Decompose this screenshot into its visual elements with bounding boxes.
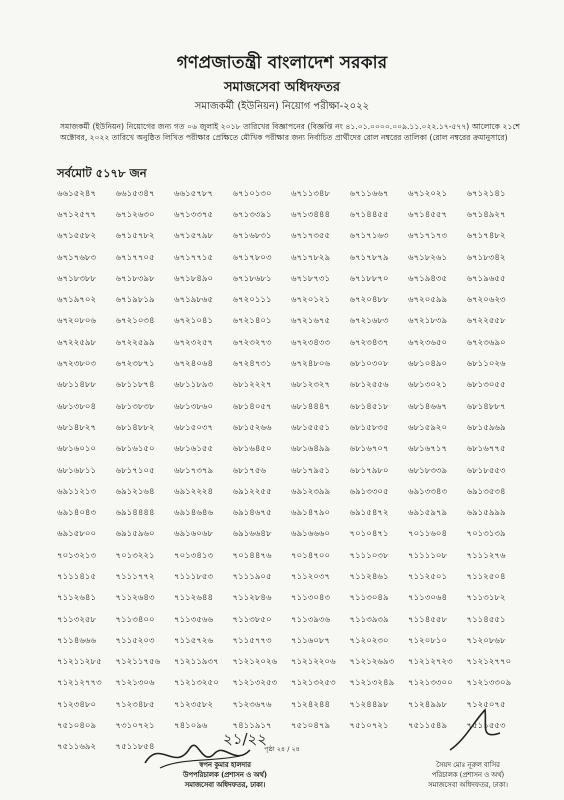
- roll-number: ৬৮১৫৮৩৫: [349, 422, 389, 433]
- roll-number: ৬৮১২৩২৭: [291, 380, 331, 391]
- roll-number: ৬৭১০১৩০: [232, 188, 272, 199]
- roll-number: ৬৭২২৫৯৯: [115, 337, 155, 348]
- roll-number: ৭১১১২৭৬: [466, 550, 506, 561]
- roll-number: ৭১১২৪৬১: [349, 571, 389, 582]
- right-signatory-name: সৈয়দ মোঃ নূরুল বাসির: [436, 761, 500, 769]
- roll-number: ৬৭১৩৪৪৪: [291, 209, 331, 220]
- roll-number: ৬৮১৭৫৬: [232, 465, 266, 476]
- roll-number: ৭১১৩৫৬৬: [174, 614, 214, 625]
- roll-number: ৭১১১০৩৮: [349, 550, 389, 561]
- roll-number: ৬৭২২৫৫৮: [466, 316, 506, 327]
- roll-number: ৭১১৫৭২৬: [174, 635, 214, 646]
- roll-number: ৬৭২৩২৫৭: [174, 337, 214, 348]
- roll-number: ৬৮১৬১৫০: [115, 444, 155, 455]
- roll-number: ৭১১২৫০৪: [466, 571, 506, 582]
- roll-number: ৭১২১৩০৬: [115, 678, 155, 689]
- page-number: পৃষ্ঠা ২৪ / ২৪: [264, 745, 300, 753]
- roll-number: ৬৮১০৪৯০: [408, 359, 448, 370]
- roll-number: ৭৫১০৪৭৯: [291, 721, 331, 732]
- roll-number: ৭০১০৪৭১: [349, 529, 389, 540]
- roll-number: ৭৪১০৯৬: [174, 721, 208, 732]
- roll-number: ৭১১১১০৮: [408, 550, 448, 561]
- roll-number: ৬৯১৬৬৬০: [291, 529, 331, 540]
- roll-number: ৬৭১৭৬৮৩: [57, 252, 97, 263]
- roll-number: ৭১২৪৯৯৮: [408, 699, 448, 710]
- roll-number: ৬৮১৭৩৭৯: [174, 465, 214, 476]
- roll-number: ৭১২১৩২৫০: [174, 678, 219, 689]
- roll-number: ৬৭১৭৪৮২: [466, 231, 506, 242]
- roll-number: ৬৮১৬০১০: [57, 444, 97, 455]
- roll-number: ৬৭১৭৮০৩: [232, 252, 272, 263]
- roll-number: ৭১১২৫০১: [408, 571, 448, 582]
- roll-number: ৬৮১৬৭৭৫: [466, 444, 506, 455]
- roll-number: ৬৮১৫৯৬৯: [466, 422, 506, 433]
- roll-number: ৬৮১২৫৫৬: [349, 380, 389, 391]
- roll-number: ৬৭১৩৩৭৫: [174, 209, 214, 220]
- roll-number: ৬৭২০৮০৬: [57, 316, 97, 327]
- roll-number: ৬৭২২৫৯৮: [57, 337, 97, 348]
- roll-number: ৬৮১৭৯৮০: [349, 465, 389, 476]
- roll-number: ৬৯১২১৬৪: [115, 486, 155, 497]
- roll-number: ৬৯১৫৪৭২: [349, 508, 389, 519]
- roll-number: ৬৭২৩৬৫০: [408, 337, 448, 348]
- roll-number: ৭১২০৮১০: [408, 635, 448, 646]
- roll-number: ৭১২৩৪৮৫: [115, 699, 155, 710]
- roll-number: ৬৭২৩২৭৩: [232, 337, 272, 348]
- roll-number: ৬৭১২৬৩০: [115, 209, 155, 220]
- roll-number: ৭১২১২৬৯৩: [349, 657, 395, 668]
- roll-number: ৭১২৫০৭৫: [466, 699, 506, 710]
- roll-number: ৬৭১১৩৪৮: [291, 188, 331, 199]
- left-handwritten-date: ২১/২২: [223, 730, 268, 748]
- roll-number: ৬৯১২২৫৫: [232, 486, 272, 497]
- roll-number: ৬৯১২৩৯৯: [291, 486, 331, 497]
- roll-number: ৬৭১১৬৬৭: [349, 188, 389, 199]
- roll-number: ৭১১১৪১৫: [57, 571, 97, 582]
- roll-number: ৬৭১৪৯২৭: [466, 209, 506, 220]
- roll-number: ৭৫১১৬৯২: [57, 742, 97, 753]
- roll-number: ৭১২৩৪৮০: [57, 699, 97, 710]
- roll-number: ৬৯১৬৬৪৮: [232, 529, 272, 540]
- roll-number: ৬৬১৫৩৪৭: [115, 188, 155, 199]
- roll-number: ৬৮১২২২৭: [232, 380, 272, 391]
- roll-number: ৭০১৩৪১৩: [174, 550, 214, 561]
- roll-number: ৬৮১৫২৬৬: [232, 422, 272, 433]
- roll-number: ৬৮১৪৮৮৭: [466, 401, 506, 412]
- roll-number: ৬৭২০৪৮৮: [349, 295, 389, 306]
- right-signatory: [388, 760, 548, 790]
- roll-number: ৬৮১০৩০৮: [349, 359, 389, 370]
- roll-number: ৭১১২৮৪৬: [232, 593, 272, 604]
- roll-number: ৬৭২১৬৭৫: [291, 316, 331, 327]
- roll-number: ৭৪১১৯১৭: [232, 721, 272, 732]
- roll-number: ৭১২৪২৪৪: [291, 699, 331, 710]
- roll-number: ৬৮১৬৪৫০: [232, 444, 272, 455]
- roll-number: ৭১১২০৩৭: [291, 571, 331, 582]
- roll-number: ৭৫১১৮৫৪: [115, 742, 155, 753]
- roll-number: ৭১২৩৬৭৬: [232, 699, 272, 710]
- roll-number: ৬৮১৬৭০৭: [349, 444, 389, 455]
- roll-number: ৬৯১৩৫৩৪: [466, 486, 506, 497]
- roll-number: ৬৭১৪৫৫৭: [408, 209, 448, 220]
- roll-number: ৬৮১৩৮৬০: [174, 401, 214, 412]
- exam-title: সমাজকর্মী (ইউনিয়ন) নিয়োগ পরীক্ষা-২০২২: [194, 101, 370, 112]
- roll-number: ৬৭১৫৭৮২: [115, 231, 155, 242]
- roll-number: ৬৮১৩০২১: [408, 380, 448, 391]
- roll-number: ৭১২১২৭৭৩: [57, 678, 102, 689]
- roll-number: ৬৯১৩৩০৫: [349, 486, 389, 497]
- roll-number: ৭১১৪৬৬৬: [57, 635, 97, 646]
- roll-number: ৬৭১৯৭০২: [57, 295, 97, 306]
- roll-number: ৭১১৩১৮২: [466, 593, 506, 604]
- roll-number: ৭১১৩০৪৩: [291, 593, 331, 604]
- roll-number: ৬৭১৯৬৫৫: [466, 273, 506, 284]
- roll-number: ৬৯১৪০৪৩: [57, 508, 97, 519]
- roll-number: ৬৮১৮৩৩৯: [408, 465, 448, 476]
- left-signatory-name: স্বপন কুমার হালদার: [199, 761, 251, 769]
- roll-number: ৬৮১৬৮১১: [57, 465, 97, 476]
- roll-number: ৭৫১১৫৫৩: [466, 721, 506, 732]
- roll-number: ৬৭২৩৮০৩: [57, 359, 97, 370]
- roll-number: ৬৮১৩৮০৪: [57, 401, 97, 412]
- roll-number: ৭১২৩৫৮২: [174, 699, 214, 710]
- roll-number: ৭১২১৩৩০০: [408, 678, 453, 689]
- roll-number: ৬৭২১৪০১: [232, 316, 272, 327]
- roll-number: ৭১১৪৫৫১: [466, 614, 506, 625]
- roll-number: ৬৭১৮৩৮৮: [57, 273, 97, 284]
- roll-number: ৭১২১৩২৪৯: [349, 678, 395, 689]
- roll-number: ৭১১৫২০৩: [115, 635, 155, 646]
- roll-number: ৭০১৪৪৭৬: [232, 550, 272, 561]
- roll-number: ৬৮১১৮৭৪: [115, 380, 155, 391]
- roll-number: ৬৭১২৫৭৭: [57, 209, 97, 220]
- roll-number: ৭০১৩২১৩: [57, 550, 97, 561]
- roll-number: ৭১২৪৪৯৮: [349, 699, 389, 710]
- roll-number: ৬৮১৬৭১৭: [408, 444, 448, 455]
- roll-number: ৬৭২৩৪৩৭: [349, 337, 389, 348]
- roll-number: ৭৫১০৪০৯: [57, 721, 97, 732]
- roll-number: ৬৮১৪৬৬৭: [408, 401, 448, 412]
- roll-number: ৭০১৩১৩৯: [466, 529, 506, 540]
- roll-number: ৭১১১৭৭২: [115, 571, 155, 582]
- roll-number: ৭৫১১৫৪৯: [408, 721, 448, 732]
- roll-number: ৬৭১৮৭৩১: [291, 273, 331, 284]
- roll-number: ৬৭১৭১৬৩: [349, 231, 389, 242]
- roll-number: ৬৯১১২১৩: [57, 486, 97, 497]
- roll-number: ৭১২১২৭৭০: [466, 657, 512, 668]
- roll-number: ৭১১৩৮৫০: [232, 614, 272, 625]
- roll-number: ৬৭২৪৮০৬: [291, 359, 331, 370]
- roll-number: ৭১১১৯০৫: [232, 571, 272, 582]
- roll-number: ৬৮১৭৯৫১: [291, 465, 331, 476]
- roll-number: ৬৭১৫৫৮২: [57, 231, 97, 242]
- roll-number: ৭০১১৬০৪: [408, 529, 448, 540]
- roll-number: ৭১১৩৯৩৬: [291, 614, 331, 625]
- roll-number: ৬৭১৫৭৯৮: [174, 231, 214, 242]
- roll-number: ৭৫১০৭২১: [349, 721, 389, 732]
- roll-number: ৬৭১৮৪৯০: [174, 273, 214, 284]
- roll-number: ৬৮১৩৮৩৮: [115, 401, 155, 412]
- roll-number: ৭০১৩২২১: [115, 550, 155, 561]
- roll-number: ৬৮১৫০৩৭: [174, 422, 214, 433]
- roll-number: ৭১১২৬৪১: [57, 593, 97, 604]
- roll-number: ৭০১৪৭০০: [291, 550, 331, 561]
- roll-number: ৭১১১৮৫৩: [174, 571, 214, 582]
- roll-number: ৬৯১৪৪৪৪: [115, 508, 155, 519]
- roll-number: ৭১১২৬৪৪: [174, 593, 214, 604]
- roll-number: ৬৭১৯৪৩৫: [408, 273, 448, 284]
- roll-number: ৬৮১৪৮২৭: [57, 422, 97, 433]
- roll-number: ৬৮১৪৪৪৭: [291, 401, 331, 412]
- roll-number: ৭১১৩৯৩৯: [349, 614, 389, 625]
- roll-number: ৬৭১৭৮২৯: [291, 252, 331, 263]
- roll-number: ৬৭১৮২৬১: [408, 252, 448, 263]
- roll-number: ৬৭১৭৭১৫: [174, 252, 214, 263]
- roll-number: ৬৭১৯৮১৯: [115, 295, 155, 306]
- roll-number: ৬৮১৬১৫৫: [174, 444, 214, 455]
- roll-number: ৬৭২১০৩৪: [115, 316, 155, 327]
- roll-number: ৬৯১৫৯৯৯: [466, 508, 506, 519]
- roll-number: ৬৭২৪০৬৪: [174, 359, 214, 370]
- roll-number: ৬৭২০৫৯৯: [408, 295, 448, 306]
- right-signature-mark: [440, 705, 510, 760]
- roll-number: ৭১১৩২৫৮: [57, 614, 97, 625]
- roll-number: ৬৭২১৬৮৩: [349, 316, 389, 327]
- roll-number: ৬৭১৭৩৫৫: [291, 231, 331, 242]
- roll-number: ৬৭২১৮৩৯: [408, 316, 448, 327]
- roll-number: ৭১২১৩৩০৯: [466, 678, 512, 689]
- roll-number: ৬৭১৮৩৯৮: [115, 273, 155, 284]
- roll-number: ৬৮১৬৪৯৯: [291, 444, 331, 455]
- roll-number: ৬৮১৫৫৫১: [291, 422, 331, 433]
- roll-number: ৬৭১৮৬৮১: [232, 273, 272, 284]
- roll-number: ৬৭১৯৮৬৫: [174, 295, 214, 306]
- department-title: সমাজসেবা অধিদফতর: [223, 80, 341, 95]
- roll-number: ৭১১৩০৬৪: [408, 593, 448, 604]
- right-signatory-office: সমাজসেবা অধিদফতর, ঢাকা।: [428, 781, 508, 789]
- roll-number: ৬৬১৫৭৮৭: [174, 188, 214, 199]
- roll-number: ৬৭১৭১৭৩: [408, 231, 448, 242]
- roll-number: ৬৮১৩০৫৫: [466, 380, 506, 391]
- roll-number: ৬৭২০১২১: [291, 295, 331, 306]
- roll-number: ৬৯১৫৯৬০: [115, 529, 155, 540]
- roll-number: ৭১২১২০২৬: [232, 657, 278, 668]
- roll-number: ৬৯১৬০৬৮: [174, 529, 214, 540]
- roll-number: ৭১২১৩২৫৩: [232, 678, 278, 689]
- roll-number: ৬৭১৮৮৭০: [349, 273, 389, 284]
- roll-number: ৬৭১৪৪৫৫: [349, 209, 389, 220]
- roll-number: ৬৭২৩৬৯০: [466, 337, 506, 348]
- roll-number: ৭১২১১৯৩৭: [174, 657, 219, 668]
- roll-number: ৭১১৪৫৫৮: [408, 614, 448, 625]
- roll-number: ৬৯১৩৩৪৩: [408, 486, 448, 497]
- total-count: সর্বমোট ৫১৭৮ জন: [57, 166, 147, 180]
- roll-number: ৬৮১৫৯২০: [408, 422, 448, 433]
- roll-number: ৬৯১৪৭৯০: [291, 508, 331, 519]
- roll-number: ৭৩১০৭২১: [115, 721, 155, 732]
- left-signatory-office: সমাজসেবা অধিদফতর, ঢাকা।: [184, 781, 266, 789]
- roll-number: ৭১২১৩২৫৩: [291, 678, 336, 689]
- roll-number: ৬৮১৮৫৫৩: [466, 465, 506, 476]
- roll-number: ৭১১৫৭৭৩: [232, 635, 272, 646]
- roll-number: ৬৮১৭১০৫: [115, 465, 155, 476]
- roll-number: ৬৬১৫২৪৭: [57, 188, 97, 199]
- roll-number: ৬৭১৭৮৭৯: [349, 252, 389, 263]
- roll-number: ৬৯১৪৬৭৫: [232, 508, 272, 519]
- roll-number: ৬৭১৬৮৩১: [232, 231, 272, 242]
- roll-number: ৬৮১১৮৯৩: [174, 380, 214, 391]
- roll-number: ৬৭২০১১১: [232, 295, 272, 306]
- roll-number: ৭১২০৮৬৮: [466, 635, 506, 646]
- roll-number: ৬৮১১৪৮৮: [57, 380, 97, 391]
- roll-number: ৬৭১৩৩৯১: [232, 209, 272, 220]
- roll-number: ৭১১৬০৮৭: [291, 635, 331, 646]
- roll-number: ৬৮১৪৮৮২: [115, 422, 155, 433]
- roll-number: ৬৭২৩৮৭১: [115, 359, 155, 370]
- roll-number: ৭১২০২৩০: [349, 635, 389, 646]
- roll-number: ৬৯১৫৮০০: [57, 529, 97, 540]
- notice-description: সমাজকর্মী (ইউনিয়ন) নিয়োগের জন্য গত ০৬ জুলাই ২০১৮ তারিখের বিজ্ঞাপনের (বিজ্ঞপ্তি নং ৪১.০১.০০০০.০০৯.১১.০২২.১৭-৫৭৭) আলোকে ২১শে অক্টোবর, ২০২২ তারিখে অনুষ্ঠিত লিখিত পরীক্ষার প্রেক্ষিতে মৌখিক পরীক্ষার জন্য নির্বাচিত প্রার্থীদের রোল নম্বরের তালিকা (রোল নম্বরের ক্রমানুসারে): [60, 122, 520, 143]
- roll-number: ৭১১৩০৪৯: [349, 593, 389, 604]
- roll-number: ৬৭১২১৪১: [466, 188, 506, 199]
- roll-number: ৭১২১২৭২৩: [408, 657, 453, 668]
- roll-number: ৬৭১৮৩৪২: [466, 252, 506, 263]
- roll-number: ৭১২১১৭৫৬: [115, 657, 161, 668]
- left-signatory-title: উপপরিচালক (প্রশাসন ও অর্থ): [183, 771, 267, 779]
- roll-number: ৬৭১২০২১: [408, 188, 448, 199]
- roll-number: ৭১২১১২৮৫: [57, 657, 102, 668]
- roll-number: ৬৭২৪৭৩১: [232, 359, 272, 370]
- roll-number: ৬৯১৫৯৭৯: [408, 508, 448, 519]
- roll-number: ৬৯১২২২৪: [174, 486, 214, 497]
- roll-number: ৬৭২৩৪৩৩: [291, 337, 331, 348]
- roll-number: ৬৭১৭৭০৫: [115, 252, 155, 263]
- roll-number: ৬৭২১০৪১: [174, 316, 214, 327]
- government-title: গণপ্রজাতন্ত্রী বাংলাদেশ সরকার: [176, 53, 388, 73]
- roll-number: ৭১২১২২০৬: [291, 657, 336, 668]
- right-signatory-title: পরিচালক (প্রশাসন ও অর্থ): [431, 771, 505, 779]
- roll-number: ৭১১২৬৪৩: [115, 593, 155, 604]
- roll-number: ৬৮১৪০৫৭: [232, 401, 272, 412]
- roll-number: ৬৮১১০২৬: [466, 359, 506, 370]
- roll-number: ৭১১৩৪০০: [115, 614, 155, 625]
- roll-number: ৬৯১৪৬৪৬: [174, 508, 214, 519]
- roll-number: ৬৮১৪৫১৮: [349, 401, 389, 412]
- roll-number: ৬৭২০৬২৩: [466, 295, 506, 306]
